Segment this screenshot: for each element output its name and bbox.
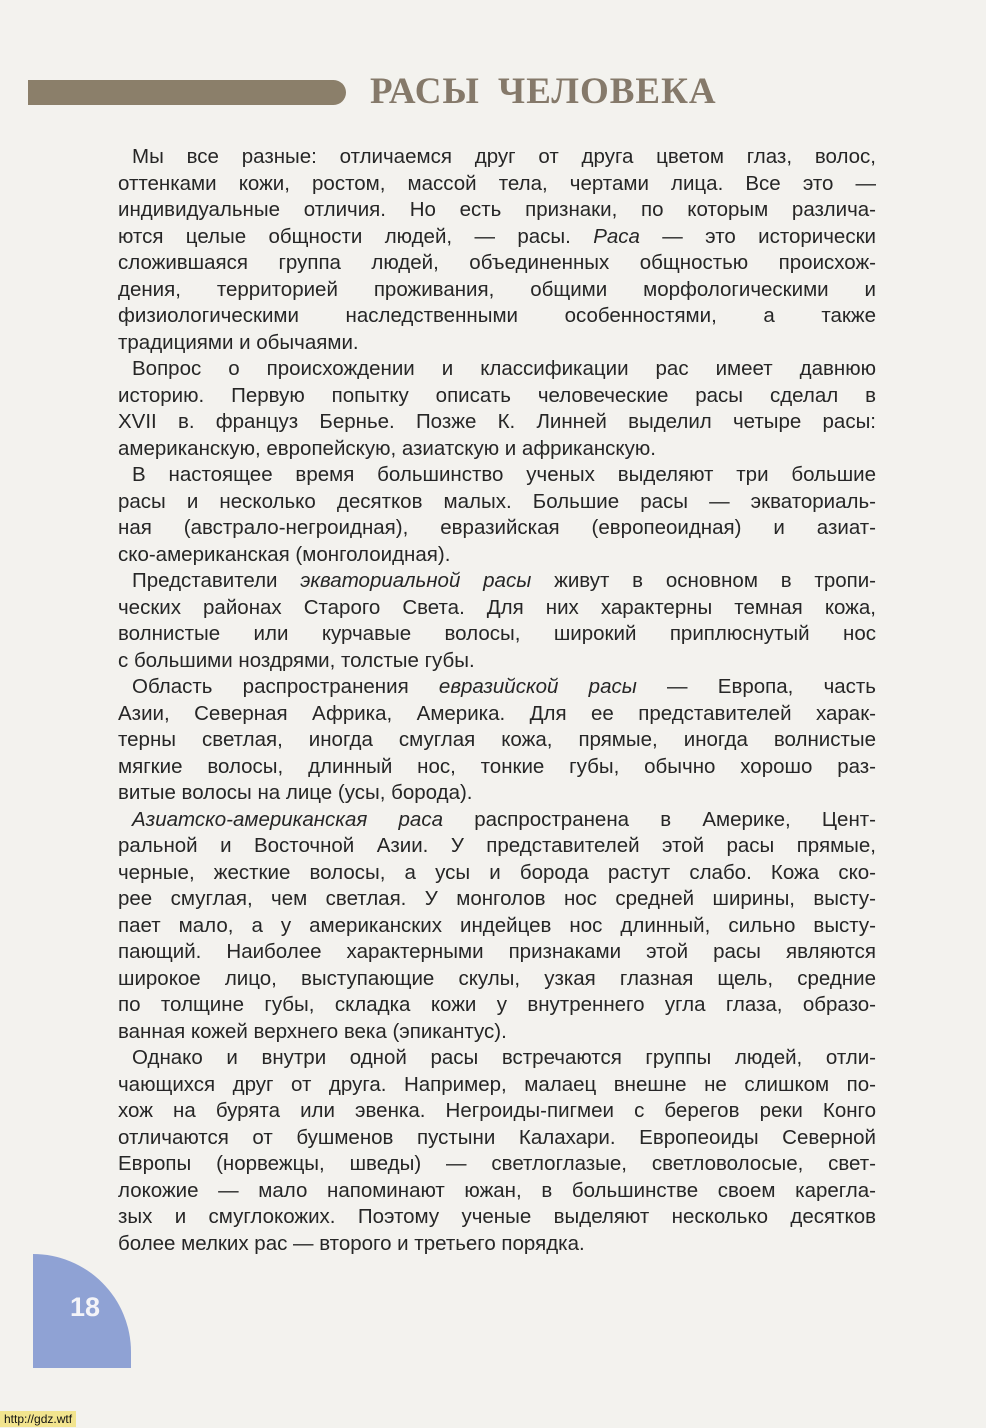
text-line (118, 648, 876, 675)
text-segment: Европы (норвежцы, шведы) — светлоглазые, светловолосые, свет- (118, 1152, 876, 1175)
text-segment: ная (австрало-негроидная), евразийская (европеоидная) и азиат- (118, 516, 876, 539)
text-segment: — Европа, часть (636, 675, 876, 698)
text-segment: с большими ноздрями, толстые губы. (118, 648, 475, 672)
text-segment: индивидуальные отличия. Но есть признаки, по которым различа- (118, 198, 876, 221)
italic-term: Раса (593, 224, 640, 248)
text-segment: В настоящее время большинство ученых выделяют три большие (132, 463, 876, 486)
text-segment: Мы все разные: отличаемся друг от друга цветом глаз, волос, (132, 145, 876, 168)
page-number: 18 (70, 1292, 101, 1322)
text-segment: пает мало, а у американских индейцев нос длинный, сильно высту- (118, 913, 876, 937)
text-segment: широкое лицо, выступающие скулы, узкая глазная щель, средние (118, 966, 876, 990)
text-segment: — это исторически (639, 224, 876, 248)
text-line (118, 913, 876, 940)
italic-term: евразийской расы (438, 675, 637, 698)
text-segment: оттенками кожи, ростом, массой тела, чертами лица. Все это — (118, 171, 876, 195)
text-line (118, 356, 876, 383)
text-line (118, 1072, 876, 1099)
text-segment: Вопрос о происхождении и классификации рас имеет давнюю (132, 357, 876, 380)
title-decoration-bar (28, 80, 346, 105)
text-segment: историю. Первую попытку описать человеческие расы сделал в (118, 383, 876, 407)
text-line (118, 489, 876, 516)
text-segment: XVII в. француз Бернье. Позже К. Линней выделил четыре расы: (118, 410, 876, 433)
text-line (118, 1231, 876, 1258)
text-line (118, 277, 876, 304)
text-line (118, 1019, 876, 1046)
italic-term: Азиатско-американская раса (132, 807, 443, 831)
text-segment: сложившаяся группа людей, объединенных общностью происхож- (118, 251, 876, 274)
text-line (118, 833, 876, 860)
text-segment: ческих районах Старого Света. Для них характерны темная кожа, (118, 595, 876, 619)
text-line (118, 409, 876, 436)
text-segment: американскую, европейскую, азиатскую и африканскую. (118, 436, 656, 460)
text-segment: Азии, Северная Африка, Америка. Для ее представителей харак- (118, 701, 876, 725)
text-segment: чающихся друг от друга. Например, малаец внешне не слишком по- (118, 1072, 876, 1096)
text-segment: ются целые общности людей, — расы. (118, 224, 594, 248)
text-segment: живут в основном в тропи- (531, 569, 876, 592)
text-segment: ско-американская (монголоидная). (118, 542, 451, 566)
footer-url[interactable]: http://gdz.wtf (0, 1411, 76, 1427)
text-segment: зых и смуглокожих. Поэтому ученые выделяют несколько десятков (118, 1205, 876, 1228)
text-line (118, 621, 876, 648)
text-segment: распространена в Америке, Цент- (442, 807, 876, 831)
text-line (118, 383, 876, 410)
text-line (118, 462, 876, 489)
text-line (118, 250, 876, 277)
text-line (118, 754, 876, 781)
text-line (118, 701, 876, 728)
text-segment: волнистые или курчавые волосы, широкий приплюснутый нос (118, 622, 876, 645)
italic-term: экваториальной расы (300, 569, 532, 592)
text-line (118, 939, 876, 966)
text-segment: витые волосы на лице (усы, борода). (118, 781, 473, 804)
text-segment: отличаются от бушменов пустыни Калахари. Европеоиды Северной (118, 1125, 876, 1149)
text-line (118, 171, 876, 198)
text-segment: дения, территорией проживания, общими морфологическими и (118, 277, 876, 301)
text-line (118, 674, 876, 701)
text-line (118, 303, 876, 330)
text-segment: расы и несколько десятков малых. Большие расы — экваториаль- (118, 489, 876, 513)
text-line (118, 224, 876, 251)
text-line (118, 966, 876, 993)
text-segment: ванная кожей верхнего века (эпикантус). (118, 1019, 507, 1043)
text-segment: Однако и внутри одной расы встречаются группы людей, отли- (132, 1046, 876, 1069)
text-line (118, 1151, 876, 1178)
text-line (118, 886, 876, 913)
text-segment: традициями и обычаями. (118, 330, 359, 354)
text-line (118, 1178, 876, 1205)
text-line (118, 780, 876, 807)
text-segment: черные, жесткие волосы, а усы и борода растут слабо. Кожа ско- (118, 860, 876, 884)
text-line (118, 436, 876, 463)
text-line (118, 515, 876, 542)
text-line (118, 807, 876, 834)
text-segment: Представители (132, 569, 301, 592)
text-line (118, 197, 876, 224)
text-line (118, 595, 876, 622)
text-line (118, 542, 876, 569)
text-segment: рее смуглая, чем светлая. У монголов нос средней ширины, высту- (118, 887, 876, 910)
text-line (118, 860, 876, 887)
text-line (118, 568, 876, 595)
text-segment: локожие — мало напоминают южан, в большинстве своем карегла- (118, 1178, 876, 1202)
text-segment: пающий. Наиболее характерными признаками этой расы являются (118, 940, 876, 963)
text-segment: Область распространения (132, 675, 439, 698)
text-line (118, 1098, 876, 1125)
text-segment: более мелких рас — второго и третьего порядка. (118, 1231, 585, 1255)
text-segment: по толщине губы, складка кожи у внутреннего угла глаза, образо- (118, 993, 876, 1016)
page-title: РАСЫ ЧЕЛОВЕКА (370, 71, 717, 112)
text-line (118, 330, 876, 357)
text-line (118, 1204, 876, 1231)
text-line (118, 1125, 876, 1152)
text-segment: хож на бурята или эвенка. Негроиды-пигмеи с берегов реки Конго (118, 1099, 876, 1122)
text-line (118, 144, 876, 171)
text-segment: ральной и Восточной Азии. У представителей этой расы прямые, (118, 834, 876, 857)
text-line (118, 1045, 876, 1072)
body-text (118, 144, 876, 1257)
text-segment: физиологическими наследственными особенностями, а также (118, 304, 876, 327)
text-segment: мягкие волосы, длинный нос, тонкие губы, обычно хорошо раз- (118, 754, 876, 778)
text-segment: терны светлая, иногда смуглая кожа, прямые, иногда волнистые (118, 728, 876, 751)
text-line (118, 992, 876, 1019)
text-line (118, 727, 876, 754)
